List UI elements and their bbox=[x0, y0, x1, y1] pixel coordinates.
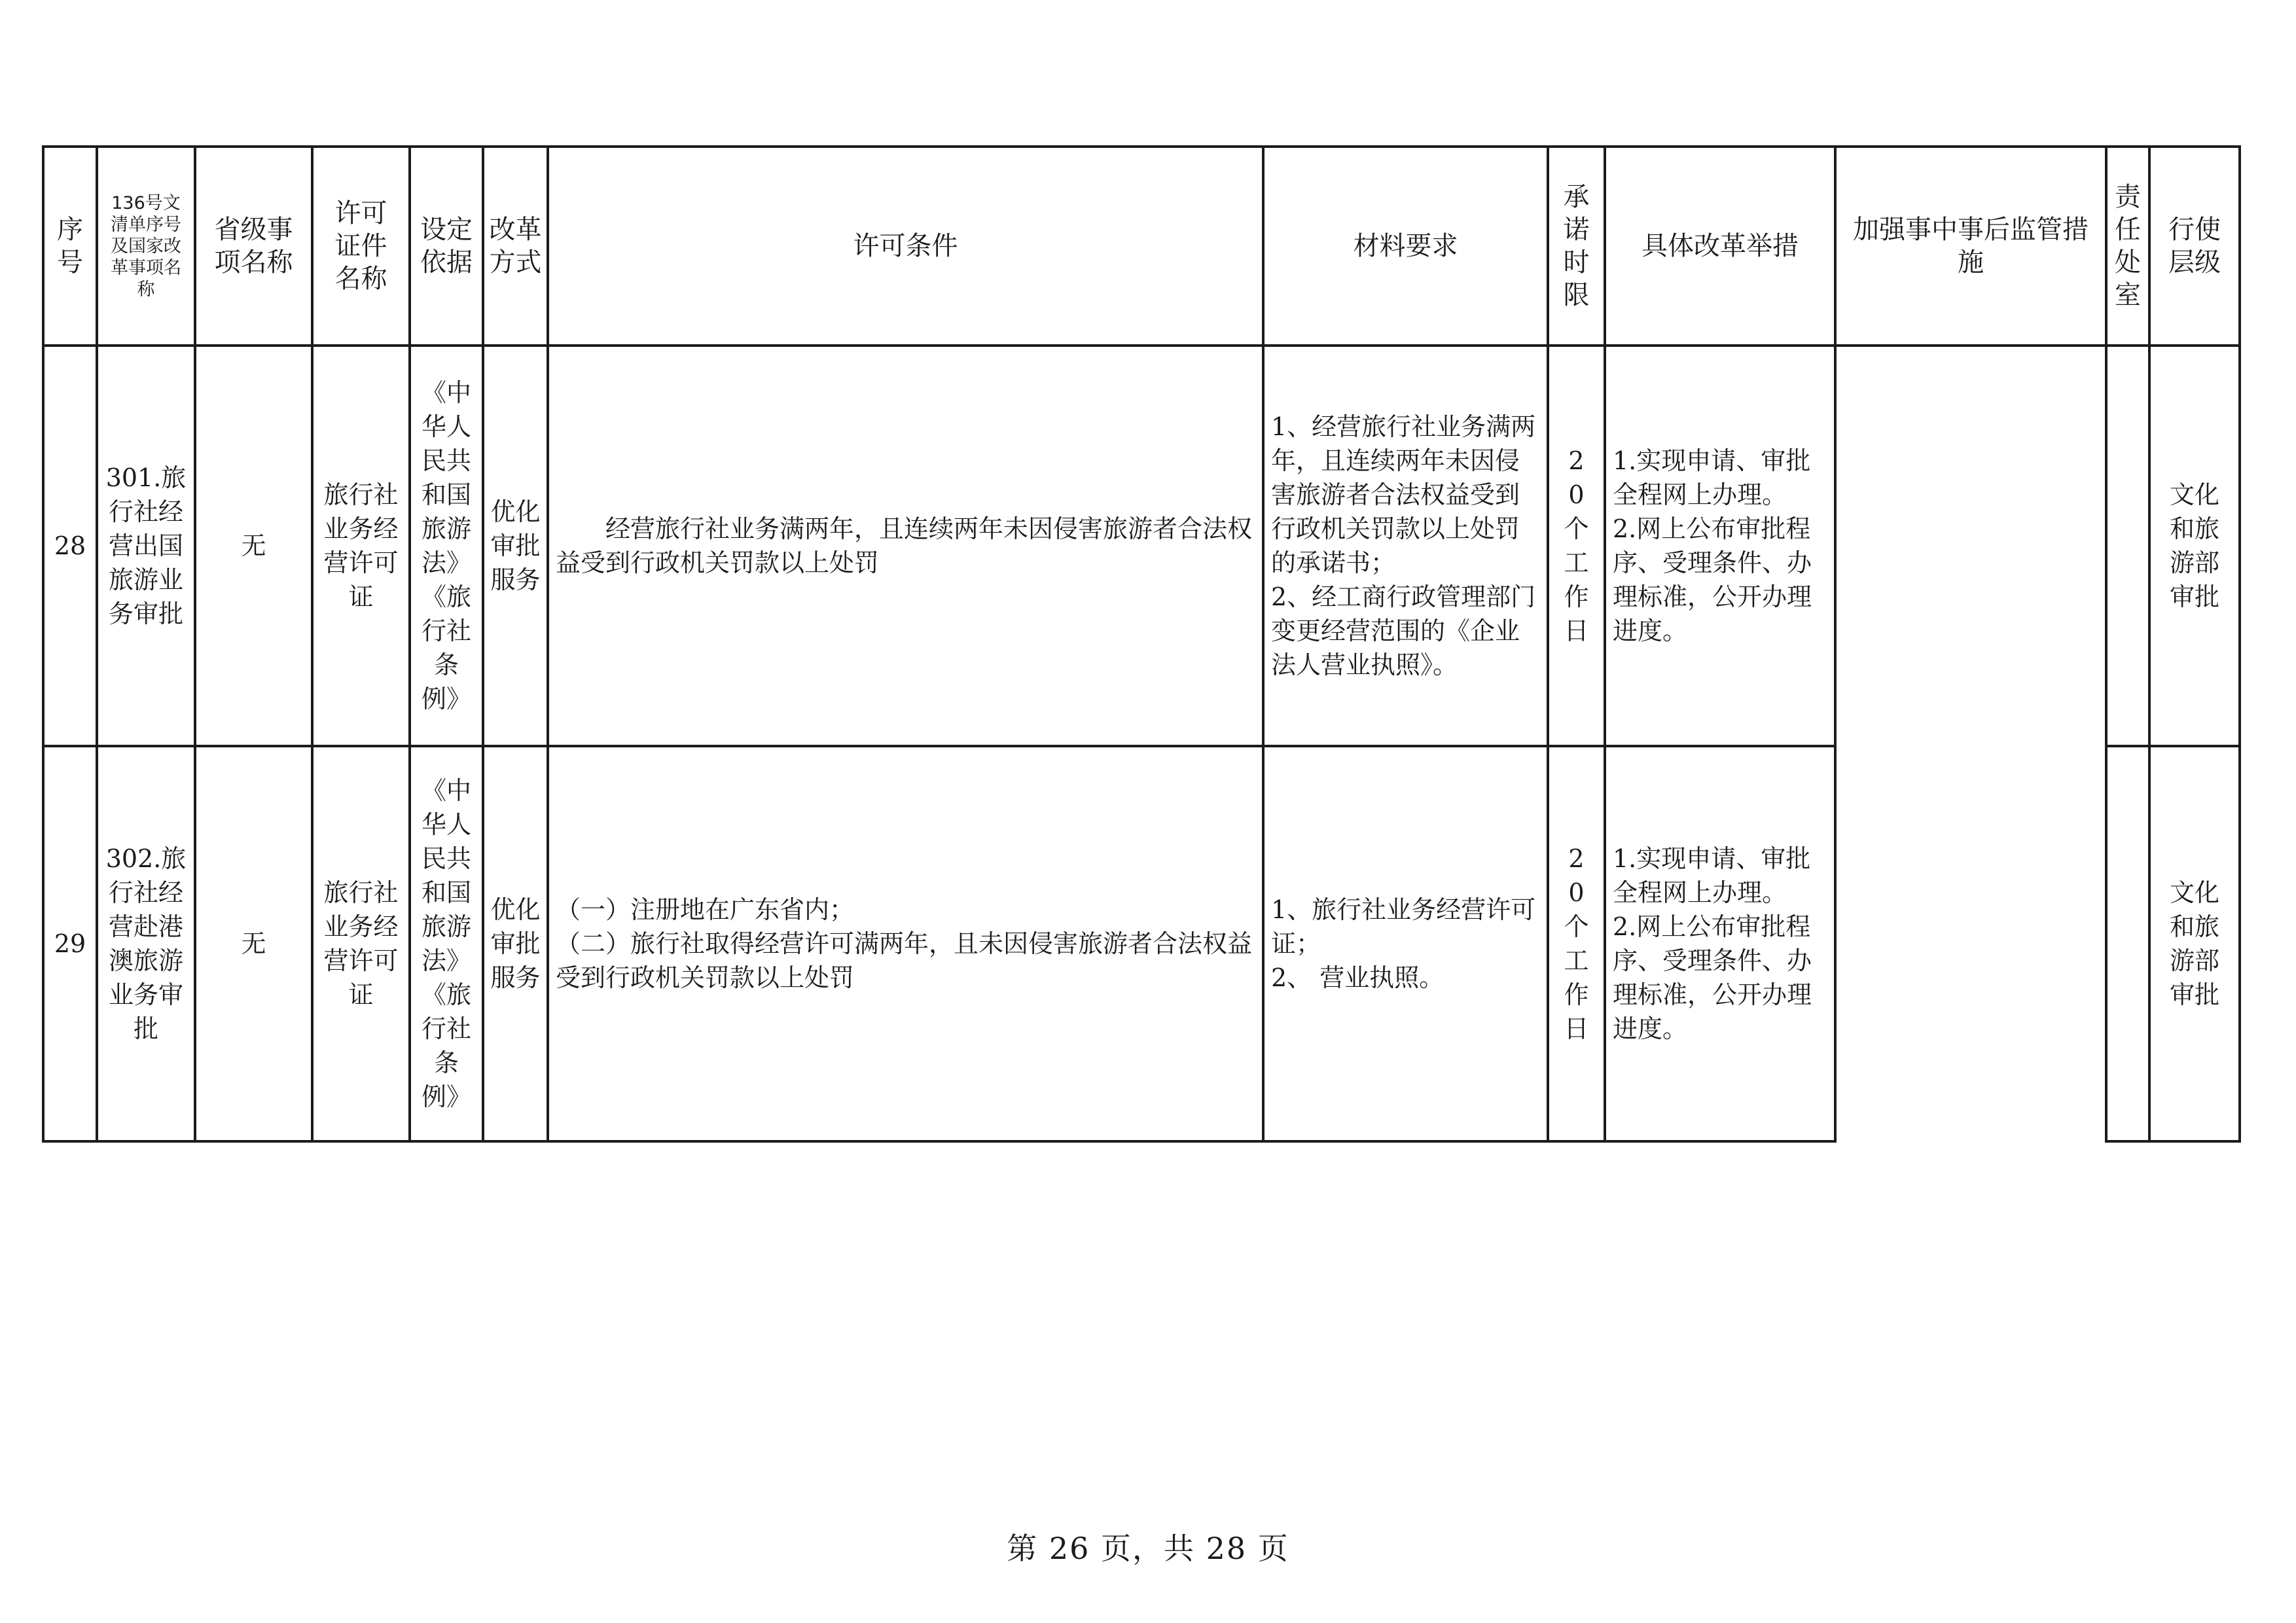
cell-license-name: 旅行社业务经营许可证 bbox=[312, 746, 410, 1141]
measure-line: 1.实现申请、审批全程网上办理。 bbox=[1613, 446, 1811, 509]
header-supervision: 加强事中事后监管措施 bbox=[1835, 147, 2106, 346]
material-line: 1、旅行社业务经营许可证； bbox=[1271, 895, 1536, 958]
cell-level: 文化和旅游部审批 bbox=[2149, 746, 2240, 1141]
cell-seq: 28 bbox=[43, 346, 97, 746]
approval-items-table bbox=[42, 145, 2241, 1143]
condition-line: （一）注册地在广东省内； bbox=[556, 895, 855, 924]
cell-measures bbox=[1605, 746, 1835, 1141]
cell-basis: 《中华人民共和国旅游法》《旅行社条例》 bbox=[410, 746, 483, 1141]
material-line: 2、 营业执照。 bbox=[1271, 963, 1444, 992]
measure-line: 2.网上公布审批程序、受理条件、办理标准，公开办理进度。 bbox=[1613, 912, 1812, 1043]
cell-supervision bbox=[1835, 346, 2106, 1141]
cell-basis: 《中华人民共和国旅游法》《旅行社条例》 bbox=[410, 346, 483, 746]
header-provincial-item: 省级事项名称 bbox=[195, 147, 312, 346]
cell-ref: 301.旅行社经营出国旅游业务审批 bbox=[97, 346, 195, 746]
cell-level: 文化和旅游部审批 bbox=[2149, 346, 2240, 746]
material-line: 2、经工商行政管理部门变更经营范围的《企业法人营业执照》。 bbox=[1271, 582, 1536, 679]
cell-ref: 302.旅行社经营赴港澳旅游业务审批 bbox=[97, 746, 195, 1141]
cell-reform-mode: 优化审批服务 bbox=[483, 346, 548, 746]
header-responsible: 责任处室 bbox=[2106, 147, 2149, 346]
cell-provincial-item: 无 bbox=[195, 746, 312, 1141]
measure-line: 2.网上公布审批程序、受理条件、办理标准，公开办理进度。 bbox=[1613, 514, 1812, 645]
header-conditions: 许可条件 bbox=[548, 147, 1263, 346]
cell-conditions bbox=[548, 346, 1263, 746]
cell-materials bbox=[1263, 346, 1548, 746]
cell-conditions bbox=[548, 746, 1263, 1141]
cell-responsible bbox=[2106, 746, 2149, 1141]
table-row bbox=[43, 346, 2240, 746]
cell-materials bbox=[1263, 746, 1548, 1141]
header-license-name: 许可证件名称 bbox=[312, 147, 410, 346]
cell-measures bbox=[1605, 346, 1835, 746]
header-reform-mode: 改革方式 bbox=[483, 147, 548, 346]
cell-responsible bbox=[2106, 346, 2149, 746]
measure-line: 1.实现申请、审批全程网上办理。 bbox=[1613, 844, 1811, 907]
condition-line: 经营旅行社业务满两年，且连续两年未因侵害旅游者合法权益受到行政机关罚款以上处罚 bbox=[556, 514, 1253, 577]
header-time-limit: 承诺时限 bbox=[1548, 147, 1605, 346]
condition-line: （二）旅行社取得经营许可满两年，且未因侵害旅游者合法权益受到行政机关罚款以上处罚 bbox=[556, 929, 1253, 992]
cell-reform-mode: 优化审批服务 bbox=[483, 746, 548, 1141]
header-basis: 设定依据 bbox=[410, 147, 483, 346]
cell-time-limit: 20个工作日 bbox=[1548, 346, 1605, 746]
header-seq: 序号 bbox=[43, 147, 97, 346]
page-number: 第 26 页，共 28 页 bbox=[1007, 1531, 1289, 1566]
cell-license-name: 旅行社业务经营许可证 bbox=[312, 346, 410, 746]
material-line: 1、经营旅行社业务满两年，且连续两年未因侵害旅游者合法权益受到行政机关罚款以上处罚的承诺书； bbox=[1271, 412, 1536, 577]
cell-seq: 29 bbox=[43, 746, 97, 1141]
header-measures: 具体改革举措 bbox=[1605, 147, 1835, 346]
cell-time-limit: 20个工作日 bbox=[1548, 746, 1605, 1141]
header-level: 行使层级 bbox=[2149, 147, 2240, 346]
header-materials: 材料要求 bbox=[1263, 147, 1548, 346]
header-ref: 136号文清单序号及国家改革事项名称 bbox=[97, 147, 195, 346]
cell-provincial-item: 无 bbox=[195, 346, 312, 746]
table-header-row bbox=[43, 147, 2240, 346]
